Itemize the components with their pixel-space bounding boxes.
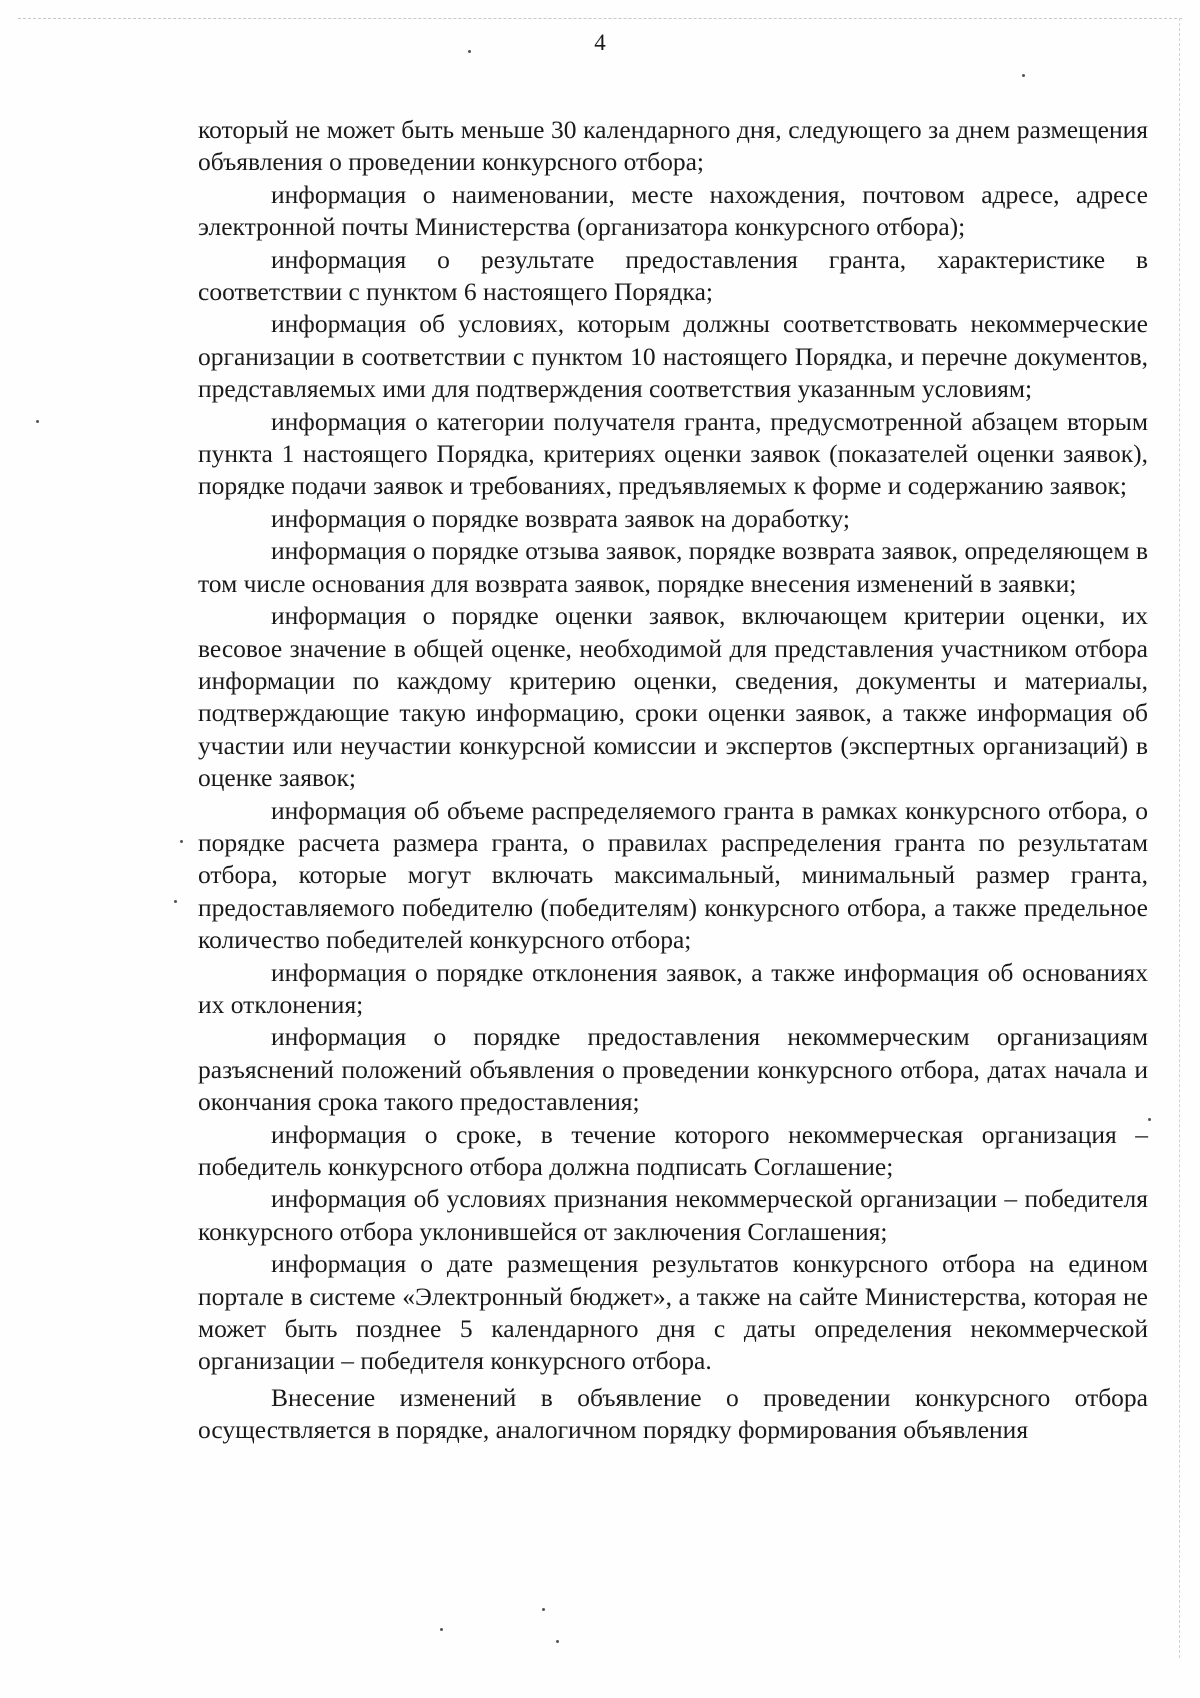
paragraph-item: информация об условиях признания некоммерческой организации – победителя конкурсного отбора уклонившейся от заключения Соглашения; (198, 1184, 1148, 1246)
scan-edge-right (1179, 18, 1180, 1658)
paragraph-continuation: который не может быть меньше 30 календарного дня, следующего за днем размещения объявления о проведении конкурсного отбора; (198, 115, 1148, 177)
scan-speck (440, 1628, 443, 1631)
page-number: 4 (594, 30, 606, 55)
scan-speck (1148, 1118, 1151, 1121)
scan-speck (542, 1608, 545, 1611)
scan-speck (468, 50, 471, 53)
scan-speck (174, 900, 177, 903)
scan-speck (180, 840, 183, 843)
paragraph-item: информация о порядке предоставления некоммерческим организациям разъяснений положений объявления о проведении конкурсного отбора, датах начала и окончания срока такого предоставления; (198, 1022, 1148, 1117)
paragraph-item: информация о порядке отклонения заявок, а также информация об основаниях их отклонения; (198, 957, 1148, 1019)
paragraph-item: информация о категории получателя гранта, предусмотренной абзацем вторым пункта 1 настоящего Порядка, критериях оценки заявок (показателей оценки заявок), порядке подачи заявок и требованиях, предъявляемых к форме и содержанию заявок; (198, 406, 1148, 501)
paragraph-item: информация о наименовании, месте нахождения, почтовом адресе, адресе электронной почты Министерства (организатора конкурсного отбора); (198, 179, 1148, 242)
scan-speck (1022, 74, 1025, 77)
paragraph-item: информация о сроке, в течение которого некоммерческая организация – победитель конкурсного отбора должна подписать Соглашение; (198, 1119, 1148, 1181)
paragraph-item: информация об объеме распределяемого гранта в рамках конкурсного отбора, о порядке расчета размера гранта, о правилах распределения гранта по результатам отбора, которые могут включать максимальный, минимальный размер гранта, предоставляемого победителю (победителям) конкурсного отбора, а также предельное количество победителей конкурсного отбора; (198, 795, 1148, 955)
paragraph-item: информация о порядке оценки заявок, включающем критерии оценки, их весовое значение в общей оценке, необходимой для представления участником отбора информации по каждому критерию оценки, сведения, документы и материалы, подтверждающие такую информацию, сроки оценки заявок, а также информация об участии или неучастии конкурсной комиссии и экспертов (экспертных организаций) в оценке заявок; (198, 601, 1148, 793)
paragraph-item: информация о результате предоставления гранта, характеристике в соответствии с пунктом 6 настоящего Порядка; (198, 244, 1148, 307)
paragraph-amendments: Внесение изменений в объявление о проведении конкурсного отбора осуществляется в порядке, аналогичном порядку формирования объявления (198, 1382, 1148, 1445)
scan-edge-top (18, 18, 1182, 19)
paragraph-item: информация об условиях, которым должны соответствовать некоммерческие организации в соответствии с пунктом 10 настоящего Порядка, и перечне документов, представляемых ими для подтверждения соответствия указанным условиям; (198, 309, 1148, 404)
paragraph-item: информация о порядке возврата заявок на доработку; (271, 503, 851, 533)
scan-speck (556, 1640, 559, 1643)
scan-speck (36, 420, 39, 423)
paragraph-item: информация о дате размещения результатов конкурсного отбора на едином портале в системе «Электронный бюджет», а также на сайте Министерства, которая не может быть позднее 5 календарного дня с даты определения некоммерческой организации – победителя конкурсного отбора. (198, 1249, 1148, 1376)
document-body (198, 114, 1148, 1447)
paragraph-item: информация о порядке отзыва заявок, порядке возврата заявок, определяющем в том числе основания для возврата заявок, порядке внесения изменений в заявки; (198, 536, 1148, 598)
